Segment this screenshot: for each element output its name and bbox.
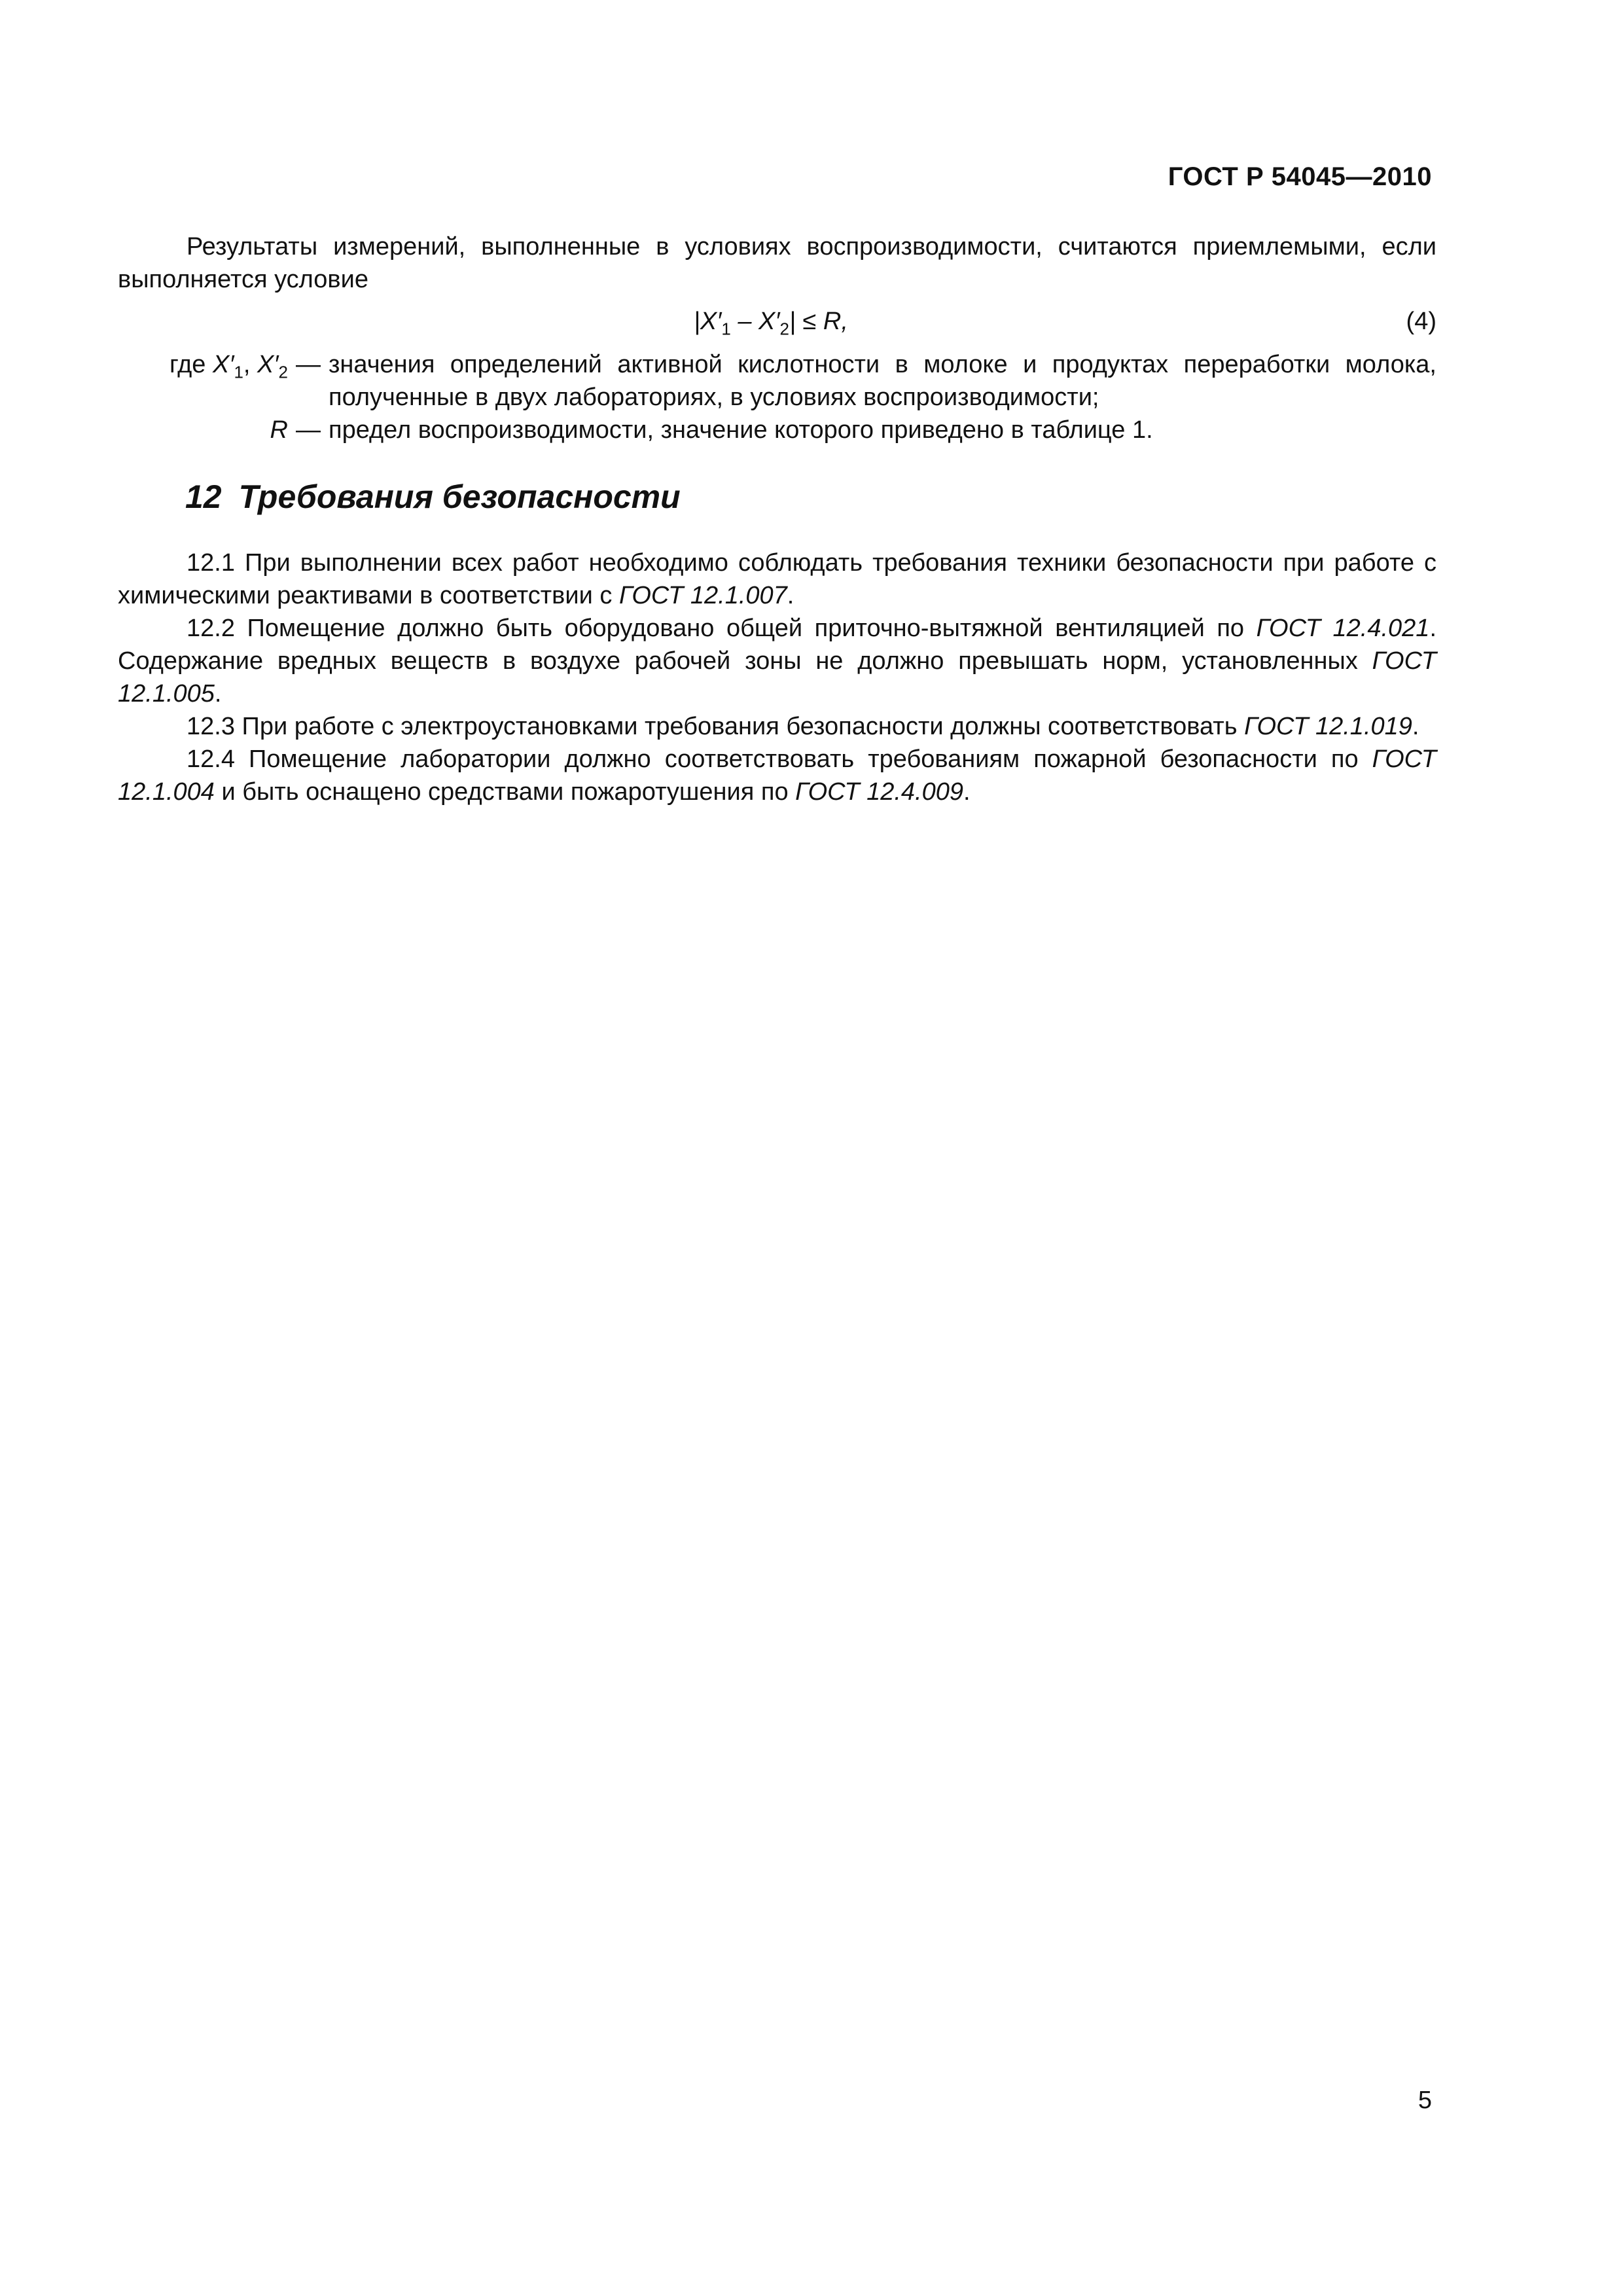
clause-punct: . [214,680,222,708]
intro-text-1: Результаты измерений, выполненные в условиях воспроизводимости, считаются приемлемыми, [187,233,1366,260]
legend-variables: где $X'_1$, $X'_2$ [169,351,288,382]
intro-line-1 [118,230,1436,296]
standard-reference: ГОСТ 12.1.004 [118,745,1437,806]
clause-12-1 [118,547,1436,612]
legend-dash: — [296,351,321,378]
legend-variable: R [270,416,288,444]
clause-text-middle: . Содержание вредных веществ в воздухе рабочей зоны не должно превышать норм, установленных [118,615,1436,675]
page-number: 5 [1418,2087,1432,2114]
intro-text-2: если выполняется условие [118,233,1436,293]
legend-item [118,414,1436,446]
clause-text: Помещение лаборатории должно соответствовать требованиям пожарной безопасности по [249,745,1359,773]
standard-reference: ГОСТ 12.4.009 [795,778,964,806]
clause-12-2 [118,612,1436,710]
clause-text: При работе с электроустановками требования безопасности должны соответствовать [241,713,1238,740]
clauses-block [118,547,1436,808]
standard-reference: ГОСТ 12.1.005 [118,647,1436,708]
clause-text: Помещение должно быть оборудовано общей приточно-вытяжной вентиляцией по [247,615,1245,642]
clause-text-middle: и быть оснащено средствами пожаротушения по [221,778,789,806]
clause-punct: . [1412,713,1419,740]
clause-number: 12.1 [187,549,235,577]
legend-dash: — [296,416,321,444]
formula: $|X'_1 - X'_2| \le R$, [694,308,848,339]
clause-number: 12.4 [187,745,235,773]
standard-reference: ГОСТ 12.1.019 [1244,713,1412,740]
clause-12-3 [118,710,1436,743]
intro-paragraph [118,230,1436,296]
document-code: ГОСТ Р 54045—2010 [1168,162,1432,191]
clause-text: При выполнении всех работ необходимо соблюдать требования техники безопасности при работе с химическими реактивами в соответствии с [118,549,1436,609]
legend-description: значения определений активной кислотности в молоке и продуктах переработки молока, полученные в двух лабораториях, в условиях воспроизводимости; [329,351,1436,411]
legend-description: предел воспроизводимости, значение которого приведено в таблице 1. [329,416,1153,444]
section-heading [185,478,681,516]
clause-punct: . [787,582,794,609]
formula-legend [118,348,1436,446]
section-number: 12 [185,478,222,515]
clause-number: 12.3 [187,713,235,740]
formula-row [118,305,1436,338]
clause-number: 12.2 [187,615,235,642]
formula-number: (4) [1406,308,1436,335]
legend-item [118,348,1436,414]
legend-lead-word: где [169,351,206,378]
section-title: Требования безопасности [238,478,681,515]
standard-reference: ГОСТ 12.1.007 [618,582,787,609]
clause-punct: . [963,778,971,806]
standard-reference: ГОСТ 12.4.021 [1256,615,1430,642]
clause-12-4 [118,743,1436,808]
